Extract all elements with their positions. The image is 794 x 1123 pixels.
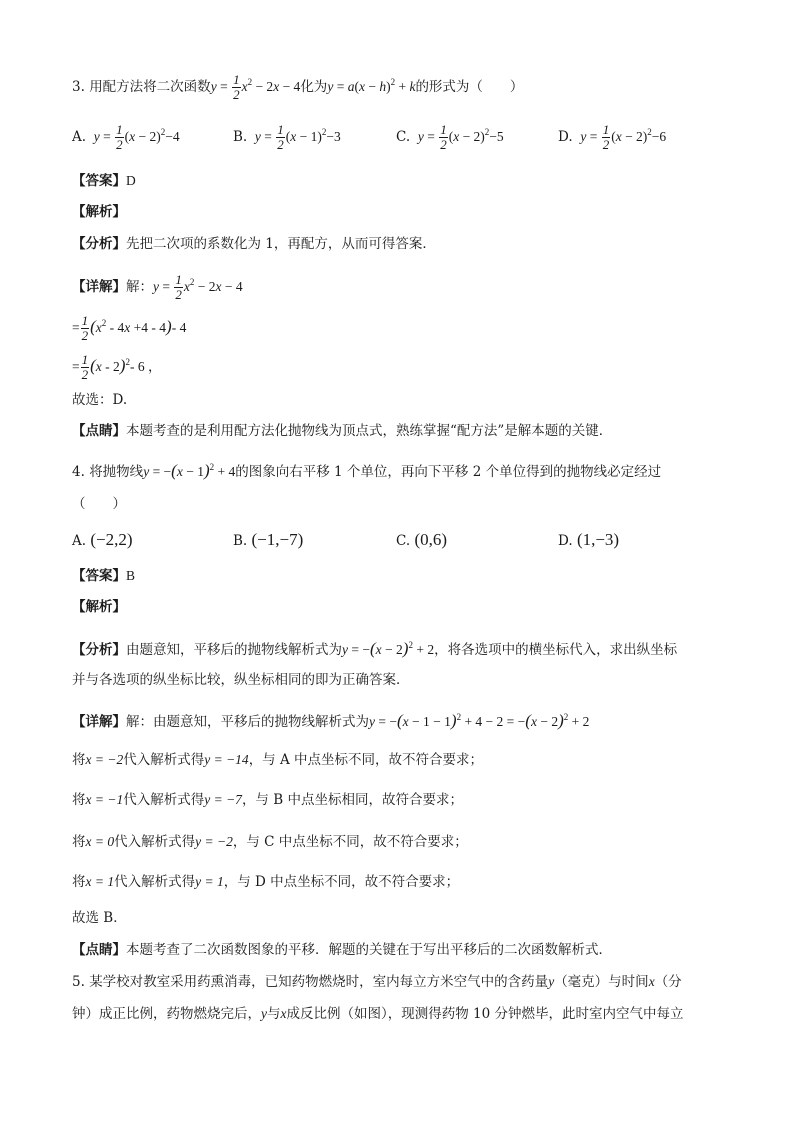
q4-check-c: 将x = 0代入解析式得y = −2，与 C 中点坐标不同，故不符合要求； xyxy=(72,834,468,850)
q4-stem: 4. 将抛物线$y = -(x - 1)^2 + 4$的图象向右平移 1 个单位，再向下平移 2 个单位得到的抛物线必定经过 xyxy=(72,461,662,480)
q3-choose: 故选：D. xyxy=(72,392,128,408)
q3-number: 3. xyxy=(72,79,85,95)
q3-option-d[interactable]: D. y = $\frac{1}{2}$ $(x - 2)^2-6$ xyxy=(558,122,667,153)
q4-paren: （ ） xyxy=(72,496,126,512)
q3-step-3: = $\frac{1}{2}$ (x - 2)$^2$- 6 ， xyxy=(72,352,162,383)
q3-dianjing: 【点睛】本题考查的是利用配方法化抛物线为顶点式，熟练掌握“配方法”是解本题的关键． xyxy=(72,423,613,439)
q3-vertex-form: $y = a(x - h)^2 + k$ xyxy=(327,77,416,94)
q3-option-b[interactable]: B. y = $\frac{1}{2}$ $(x - 1)^2-3$ xyxy=(233,122,341,153)
q4-dianjing: 【点睛】本题考查了二次函数图象的平移．解题的关键在于写出平移后的二次函数解析式． xyxy=(72,942,612,958)
q4-option-a[interactable]: A. (−2,2) xyxy=(72,530,133,549)
q3-jiexi: 【解析】 xyxy=(72,204,126,220)
q5-stem-line1: 5. 某学校对教室采用药熏消毒，已知药物燃烧时，室内每立方米空气中的含药量y（毫克）与时间x（分 xyxy=(72,974,682,990)
q5-number: 5. xyxy=(72,974,85,990)
q4-answer: 【答案】B xyxy=(72,568,136,584)
q4-choose: 故选 B． xyxy=(72,910,127,926)
q4-option-c[interactable]: C. (0,6) xyxy=(396,530,448,549)
q5-stem-line2: 钟）成正比例，药物燃烧完后，y与x成反比例（如图），现测得药物 10 分钟燃毕，此时室内空气中每立 xyxy=(72,1006,684,1022)
q4-check-b: 将x = −1代入解析式得y = −7，与 B 中点坐标相同，故符合要求； xyxy=(72,792,463,808)
q4-number: 4. xyxy=(72,464,85,480)
q3-fenxi: 【分析】先把二次项的系数化为 1，再配方，从而可得答案． xyxy=(72,236,436,252)
q4-option-d[interactable]: D. (1,−3) xyxy=(558,530,620,549)
q3-stem: 3. 用配方法将二次函数y = $\frac{1}{2}$ $x^2 - 2x - 4$化为$y = a(x - h)^2 + k$的形式为（ ） xyxy=(72,72,524,103)
q3-option-c[interactable]: C. y = $\frac{1}{2}$ $(x - 2)^2-5$ xyxy=(396,122,504,153)
q3-answer: 【答案】D xyxy=(72,173,136,189)
q4-fenxi: 【分析】由题意知，平移后的抛物线解析式为$y = -(x - 2)^2 + 2$，将各选项中的横坐标代入，求出纵坐标 xyxy=(72,639,678,658)
q4-fenxi-cont: 并与各选项的纵坐标比较，纵坐标相同的即为正确答案． xyxy=(72,672,410,688)
q4-option-b[interactable]: B. (−1,−7) xyxy=(233,530,304,549)
q3-function: y = $\frac{1}{2}$ $x^2 - 2x - 4$ xyxy=(210,72,301,103)
q3-xiangjie: 【详解】解：y = $\frac{1}{2}$ $x^2 - 2x - 4$ xyxy=(72,272,243,303)
q4-jiexi: 【解析】 xyxy=(72,599,126,615)
q4-check-d: 将x = 1代入解析式得y = 1，与 D 中点坐标不同，故不符合要求； xyxy=(72,874,460,890)
q4-check-a: 将x = −2代入解析式得y = −14，与 A 中点坐标不同，故不符合要求； xyxy=(72,752,484,768)
q4-xiangjie: 【详解】解：由题意知，平移后的抛物线解析式为$y = -(x - 1 - 1)^2 + 4 - 2 = -(x - 2)^2 + 2$ xyxy=(72,711,590,730)
q3-step-2: = $\frac{1}{2}$ $(x^2 - 4x +4 - 4)-$ 4 xyxy=(72,313,187,344)
q3-option-a[interactable]: A. y = $\frac{1}{2}$ $(x - 2)^2-4$ xyxy=(72,122,180,153)
